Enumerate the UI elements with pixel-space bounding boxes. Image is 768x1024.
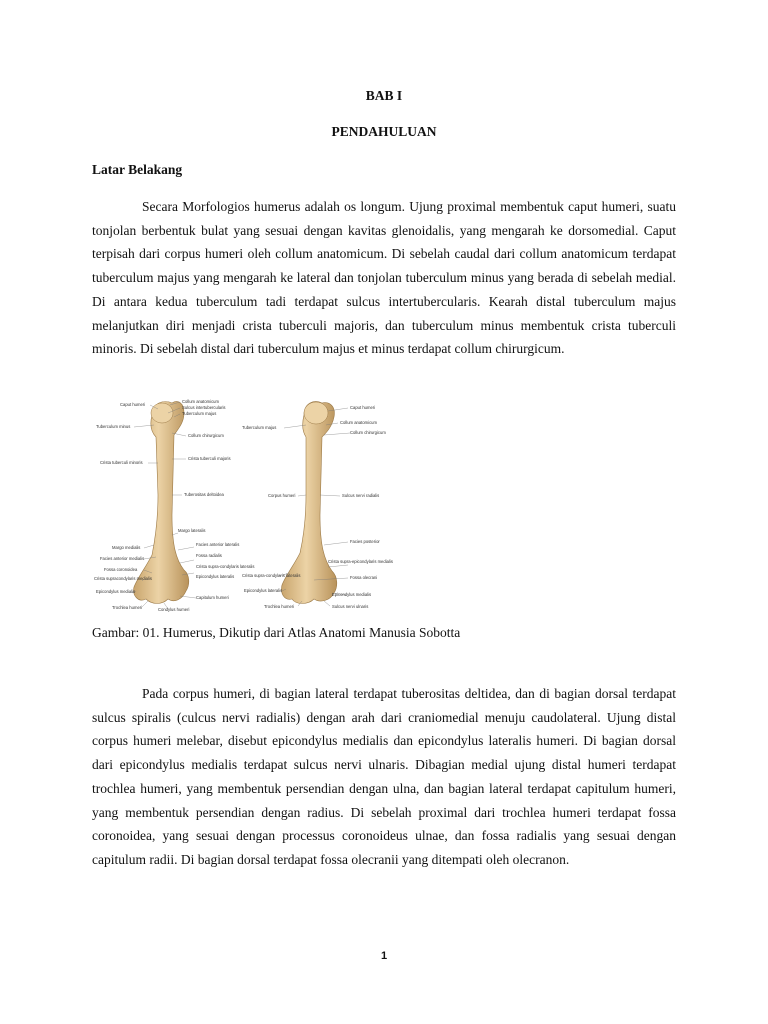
label-corpus-humeri: Corpus humeri [268,493,296,498]
label-capitulum-humeri: Capitulum humeri [196,595,229,600]
humerus-illustration [92,395,393,617]
label-condylus-humeri: Condylus humeri [158,607,190,612]
label-sulcus-nervi-radialis: Sulcus nervi radialis [342,493,380,498]
label-crista-tuberculi-minoris: Crista tuberculi minoris [100,460,143,465]
label-caput-humeri-anterior: Caput humeri [120,402,146,407]
label-epicondylus-lateralis-anterior: Epicondylus lateralis [196,574,235,579]
label-fossa-olecrani: Fossa olecrani [350,575,378,580]
paragraph-corpus-humeri: Pada corpus humeri, di bagian lateral terdapat tuberositas deltidea, dan di bagian dorsal terdapat sulcus spiralis (culcus nervi radialis) dengan arah dari craniomedial menuju caudolateral. Ujung distal corpus humeri melebar, disebut epicondylus medialis dan epicondylus lateralis humeri. Di bagian dorsal dari epicondylus medialis terdapat sulcus nervi ulnaris. Dibagian medial ujung distal humeri terdapat trochlea humeri, yang membentuk persendian dengan ulna, dan bagian lateral terdapat capitulum humeri, yang membentuk persendian dengan radius. Di sebelah proximal dari trochlea humeri terdapat fossa coronoidea, yang sesuai dengan processus coronoideus ulnae, dan fossa radialis yang sesuai dengan capitulum radii. Di bagian dorsal terdapat fossa olecranii yang ditempati oleh olecranon. [92,686,676,867]
label-collum-anatomicum-posterior: Collum anatomicum [340,420,378,425]
label-sulcus-nervi-ulnaris: Sulcus nervi ulnaris [332,604,369,609]
label-trochlea-humeri-anterior: Trochlea humeri [112,605,143,610]
label-facies-anterior-lateralis: Facies anterior lateralis [196,542,240,547]
label-epicondylus-medialis-anterior: Epicondylus medialis [96,589,136,594]
label-tuberositas-deltoidea: Tuberositas deltoidea [184,492,224,497]
chapter-title: PENDAHULUAN [331,124,437,139]
label-collum-chirurgicum-anterior: Collum chirurgicum [188,433,224,438]
label-margo-lateralis: Margo lateralis [178,528,206,533]
paragraph-intro: Secara Morfologios humerus adalah os longum. Ujung proximal membentuk caput humeri, suatu tonjolan berbentuk bulat yang sesuai dengan kavitas glenoidalis, yang mengarah ke dorsomedial. Caput terpisah dari corpus humeri oleh collum anatomicum. Di sebelah caudal dari collum anatomicum terdapat tuberculum majus yang mengarah ke lateral dan tonjolan tuberculum minus yang berada di sebelah medial. Di antara kedua tuberculum tadi terdapat sulcus intertubercularis. Kearah distal tuberculum majus melanjutkan diri menjadi crista tuberculi majoris, dan tuberculum minus membentuk crista tuberculi minoris. Di sebelah distal dari tuberculum majus et minus terdapat collum chirurgicum. [92,199,676,357]
label-collum-anatomicum-anterior: Collum anatomicum [182,399,220,404]
label-fossa-coronoidea: Fossa coronoidea [104,567,138,572]
page-number: 1 [380,950,388,962]
label-tuberculum-minus: Tuberculum minus [96,424,131,429]
label-crista-supracondylaris-lateralis-posterior: Crista supra-condylaris lateralis [242,573,301,578]
label-tuberculum-majus-posterior: Tuberculum majus [242,425,277,430]
label-caput-humeri-posterior: Caput humeri [350,405,376,410]
label-crista-tuberculi-majoris: Crista tuberculi majoris [188,456,231,461]
label-crista-supracondylaris-lateralis-anterior: Crista supra-condylaris lateralis [196,564,255,569]
label-trochlea-humeri-posterior: Trochlea humeri [264,604,295,609]
figure-caption: Gambar: 01. Humerus, Dikutip dari Atlas Anatomi Manusia Sobotta [92,625,461,640]
label-collum-chirurgicum-posterior: Collum chirurgicum [350,430,386,435]
humerus-figure [92,395,393,617]
label-crista-supracondylaris-medialis: Crista supracondylaris medialis [94,576,152,581]
chapter-number: BAB I [365,88,403,103]
label-margo-medialis: Margo medialis [112,545,141,550]
label-fossa-radialis: Fossa radialis [196,553,222,558]
label-tuberculum-majus-anterior: Tuberculum majus [182,411,217,416]
section-heading: Latar Belakang [92,162,183,177]
label-epicondylus-medialis-posterior: Epicondylus medialis [332,592,372,597]
label-crista-supraepicondylaris-medialis: Crista supra-epicondylaris medialis [328,559,393,564]
label-facies-posterior: Facies posterior [350,539,380,544]
label-sulcus-intertubercularis: Sulcus intertubercularis [182,405,226,410]
label-facies-anterior-medialis: Facies anterior medialis [100,556,145,561]
label-epicondylus-lateralis-posterior: Epicondylus lateralis [244,588,283,593]
humerus-anterior-view [134,401,189,603]
